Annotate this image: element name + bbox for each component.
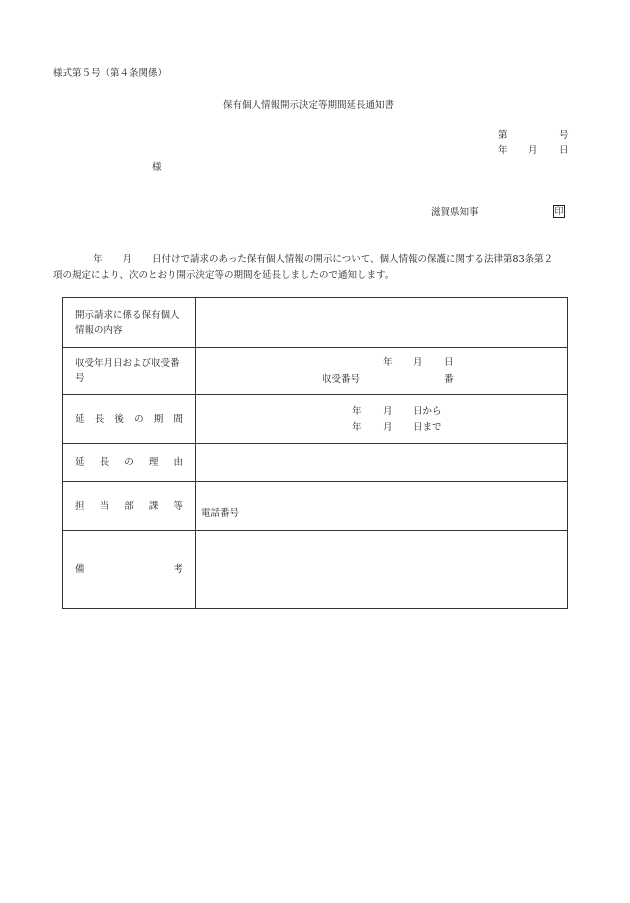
label-request-content: 開示請求に係る保有個人情報の内容	[63, 298, 196, 348]
value-remarks	[196, 531, 568, 609]
doc-number-go: 号	[559, 130, 569, 141]
receipt-year: 年	[383, 357, 393, 368]
row-request-content	[63, 298, 568, 348]
value-receipt	[196, 348, 568, 395]
row-receipt	[63, 348, 568, 395]
value-extended-period	[196, 395, 568, 444]
date-month: 月	[528, 145, 538, 156]
document-title: 保有個人情報開示決定等期間延長通知書	[223, 100, 395, 111]
value-department	[196, 482, 568, 531]
body-line1: 日付けで請求のあった保有個人情報の開示について、個人情報の保護に関する法律第83条第２	[152, 254, 554, 265]
receipt-number-suffix: 番	[444, 374, 454, 385]
receipt-month: 月	[413, 357, 423, 368]
body-year: 年	[93, 254, 103, 265]
body-month: 月	[122, 254, 133, 265]
row-remarks	[63, 531, 568, 609]
receipt-day: 日	[444, 357, 454, 368]
form-number: 様式第５号（第４条関係）	[53, 68, 168, 79]
body-paragraph	[53, 252, 583, 284]
body-line2: 項の規定により、次のとおり開示決定等の期間を延長しましたので通知します。	[53, 270, 395, 281]
period-from-day: 日から	[413, 406, 442, 417]
value-request-content	[196, 298, 568, 348]
addressee-suffix: 様	[152, 162, 162, 173]
row-extension-reason	[63, 444, 568, 482]
period-until-year: 年	[352, 422, 362, 433]
seal-mark: 印	[554, 207, 564, 217]
issuer-name: 滋賀県知事	[431, 207, 479, 218]
label-remarks: 備 考	[63, 531, 196, 609]
notice-table	[62, 297, 568, 609]
label-department: 担 当 部 課 等	[63, 482, 196, 531]
label-extended-period: 延 長 後 の 期 間	[63, 395, 196, 444]
value-extension-reason	[196, 444, 568, 482]
period-until-month: 月	[383, 422, 393, 433]
period-from-month: 月	[383, 406, 393, 417]
row-department	[63, 482, 568, 531]
label-receipt: 収受年月日および収受番号	[63, 348, 196, 395]
label-extension-reason: 延 長 の 理 由	[63, 444, 196, 482]
doc-number-dai: 第	[498, 130, 508, 141]
date-year: 年	[498, 145, 508, 156]
phone-number-label: 電話番号	[201, 508, 240, 519]
receipt-number-label: 収受番号	[322, 374, 361, 385]
period-from-year: 年	[352, 406, 362, 417]
period-until-day: 日まで	[413, 422, 442, 433]
date-day: 日	[559, 145, 569, 156]
row-extended-period	[63, 395, 568, 444]
